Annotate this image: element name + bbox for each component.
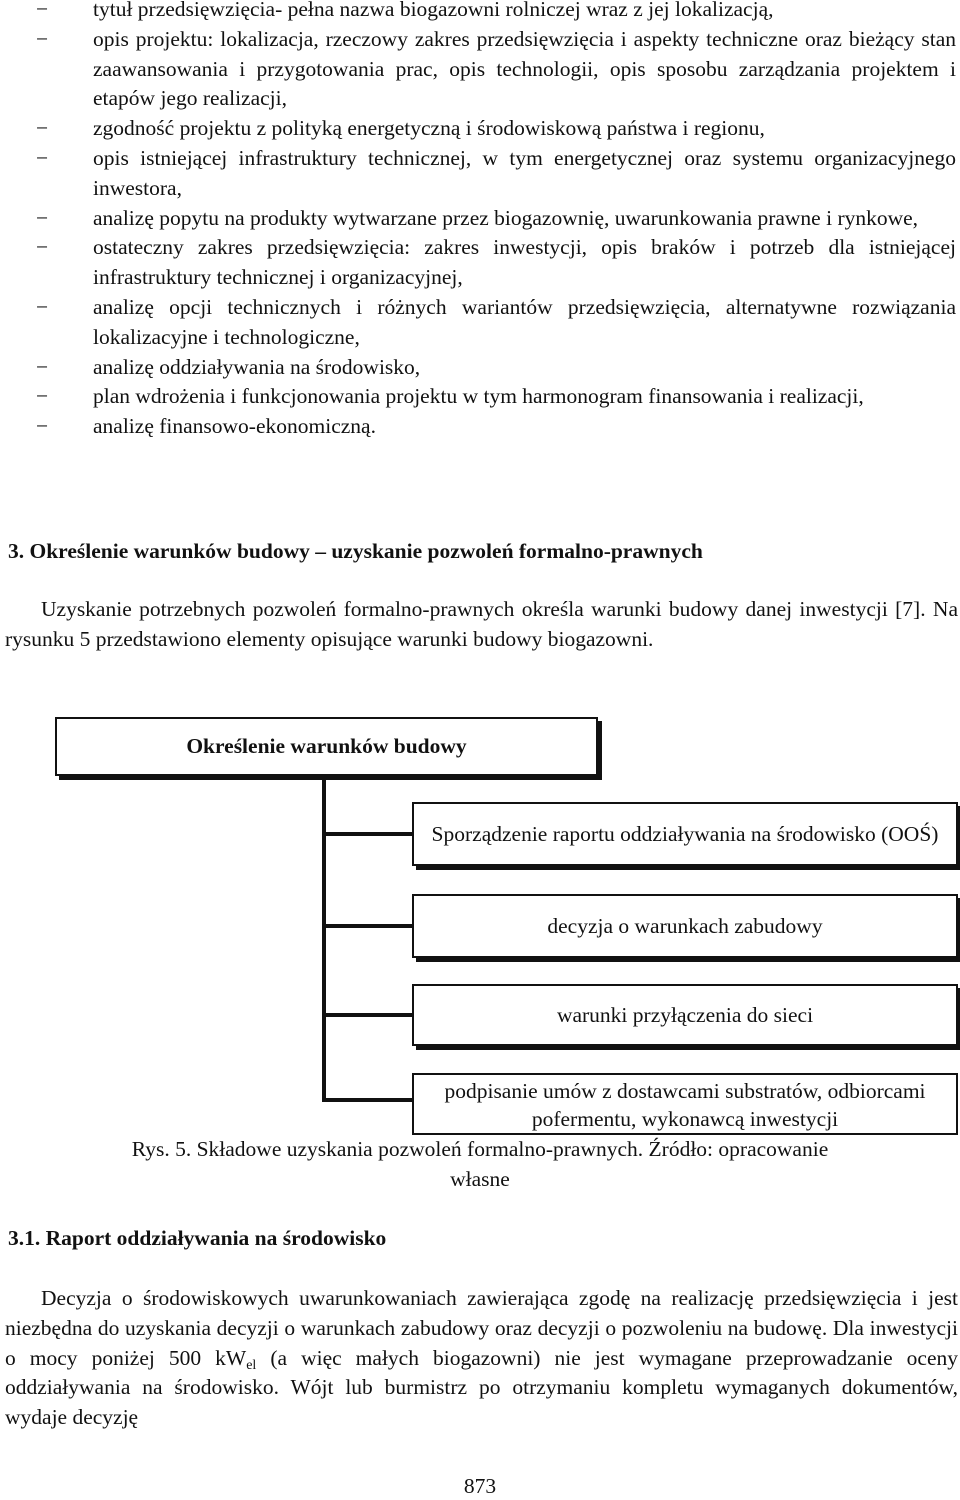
diagram-item-label: podpisanie umów z dostawcami substratów, odbiorcami pofermentu, wykonawcą inwestycji: [444, 1079, 926, 1131]
section-3-1-heading: 3.1. Raport oddziaływania na środowisko: [8, 1226, 387, 1250]
dash-bullet-icon: −: [36, 205, 49, 230]
list-item: − analizę opcji technicznych i różnych wariantów przedsięwzięcia, alternatywne rozwiązania lokalizacyjne i technologiczne,: [36, 294, 956, 349]
diagram-item-box: [412, 894, 958, 958]
dash-bullet-icon: −: [36, 354, 49, 379]
list-item: − analizę popytu na produkty wytwarzane przez biogazownię, uwarunkowania prawne i rynkowe,: [0, 204, 960, 234]
dash-bullet-icon: −: [36, 145, 49, 170]
diagram-item-box: [412, 1073, 958, 1135]
connector-trunk: [322, 776, 326, 1100]
diagram-item-label: Sporządzenie raportu oddziaływania na środowisko (OOŚ): [431, 821, 939, 846]
list-item: − zgodność projektu z polityką energetyczną i środowiskową państwa i regionu,: [0, 114, 960, 144]
connector-branch: [322, 832, 414, 836]
figure-caption: [0, 1134, 960, 1194]
dash-bullet-icon: −: [36, 26, 49, 51]
page-number: 873: [463, 1474, 497, 1498]
dash-bullet-icon: −: [36, 414, 49, 439]
connector-branch: [322, 924, 414, 928]
dash-bullet-icon: −: [36, 294, 49, 319]
diagram-root-label: Określenie warunków budowy: [186, 734, 467, 758]
diagram-item-label: warunki przyłączenia do sieci: [556, 1002, 814, 1027]
dash-bullet-icon: −: [36, 235, 49, 260]
list-item: − tytuł przedsięwzięcia- pełna nazwa biogazowni rolniczej wraz z jej lokalizacją,: [0, 0, 960, 25]
connector-branch: [322, 1098, 414, 1102]
section-3-paragraph: Uzyskanie potrzebnych pozwoleń formalno-prawnych określa warunki budowy danej inwestycji [7]. Na rysunku 5 przedstawiono elementy opisujące warunki budowy biogazowni.: [5, 597, 958, 651]
list-item: − ostateczny zakres przedsięwzięcia: zakres inwestycji, opis braków i potrzeb dla istniejącej infrastruktury technicznej i organizacyjnej,: [36, 235, 956, 290]
section-3-1-paragraph: Decyzja o środowiskowych uwarunkowaniach zawierająca zgodę na realizację przedsięwzięcia i jest niezbędna do uzyskania decyzji o warunkach zabudowy oraz decyzji o pozwoleniu na budowę. Dla inwestycji o mocy poniżej 500 $kW_{el}$ (a więc małych biogazowni) nie jest wymagane przeprowadzanie oceny oddziaływania na środowisko. Wójt lub burmistrz po otrzymaniu kompletu wymaganych dokumentów, wydaje decyzję: [5, 1286, 959, 1430]
section-3-heading: 3. Określenie warunków budowy – uzyskanie pozwoleń formalno-prawnych: [8, 539, 703, 563]
list-item: − opis istniejącej infrastruktury technicznej, w tym energetycznej oraz systemu organizacyjnego inwestora,: [36, 145, 956, 200]
connector-branch: [322, 1013, 414, 1017]
dash-bullet-icon: −: [36, 116, 49, 141]
list-item: − analizę finansowo-ekonomiczną.: [0, 412, 960, 442]
diagram-item-label: decyzja o warunkach zabudowy: [547, 913, 823, 938]
dash-bullet-icon: −: [36, 0, 49, 21]
diagram-item-box: [412, 984, 958, 1046]
requirements-list: [0, 0, 960, 442]
caption-line: Rys. 5. Składowe uzyskania pozwoleń formalno-prawnych. Źródło: opracowanie: [131, 1137, 829, 1161]
list-item: − plan wdrożenia i funkcjonowania projektu w tym harmonogram finansowania i realizacji,: [0, 382, 960, 412]
diagram-item-box: [412, 802, 958, 866]
dash-bullet-icon: −: [36, 384, 49, 409]
caption-line: własne: [450, 1167, 510, 1191]
diagram-root-box: [55, 717, 598, 776]
list-item: − opis projektu: lokalizacja, rzeczowy zakres przedsięwzięcia i aspekty techniczne oraz bieżący stan zaawansowania i przygotowania prac, opis technologii, opis sposobu zarządzania projektem i etapów jego realizacji,: [36, 26, 956, 111]
list-item: − analizę oddziaływania na środowisko,: [0, 353, 960, 383]
